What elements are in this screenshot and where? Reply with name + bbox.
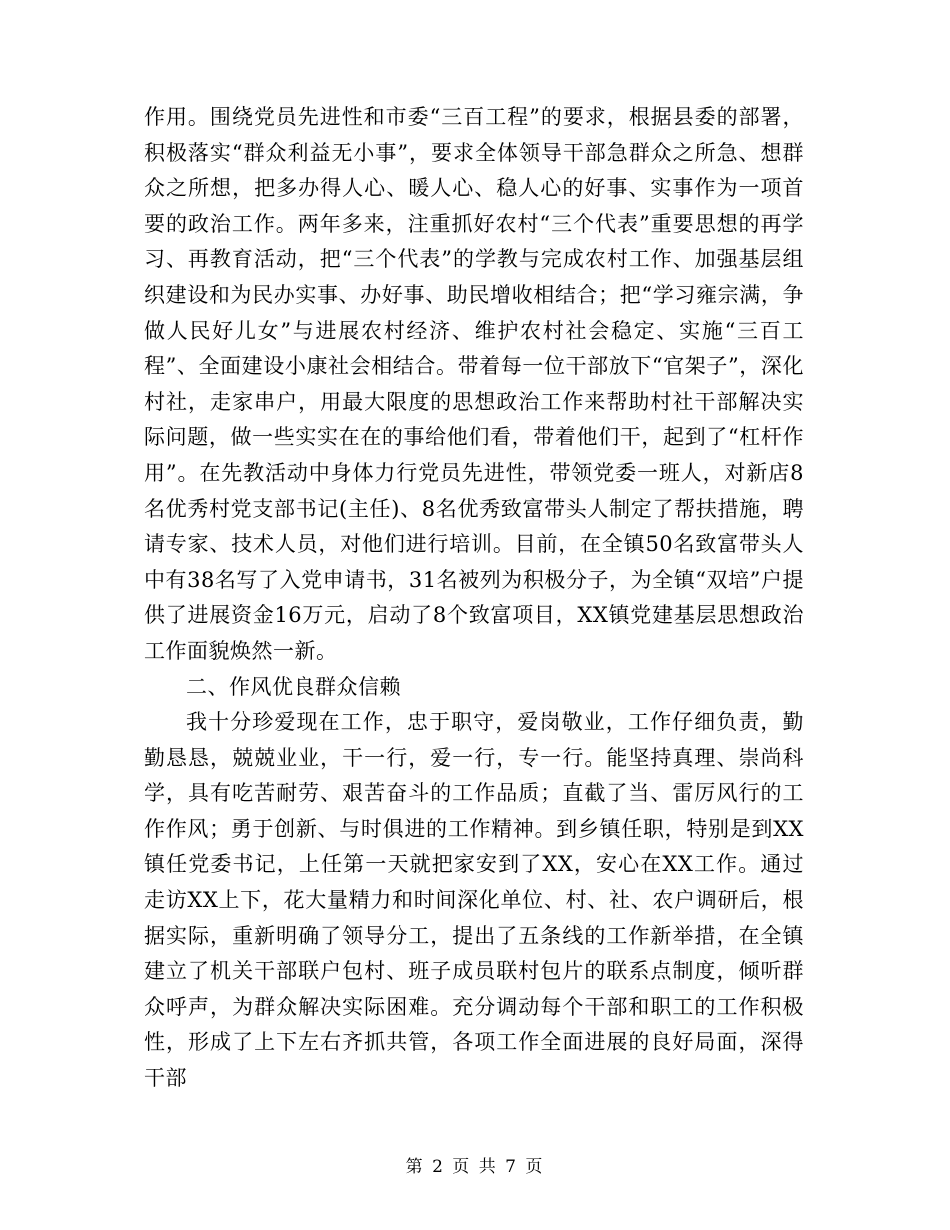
paragraph-body: 我十分珍爱现在工作，忠于职守，爱岗敬业，工作仔细负责，勤勤恳恳，兢兢业业，干一行，爱一行，专一行。能坚持真理、崇尚科学，具有吃苦耐劳、艰苦奋斗的工作品质；直截了当、雷厉风行的工作作风；勇于创新、与时俱进的工作精神。到乡镇任职，特别是到XX镇任党委书记，上任第一天就把家安到了XX，安心在XX工作。通过走访XX上下，花大量精力和时间深化单位、村、社、农户调研后，根据实际，重新明确了领导分工，提出了五条线的工作新举措，在全镇建立了机关干部联户包村、班子成员联村包片的联系点制度，倾听群众呼声，为群众解决实际困难。充分调动每个干部和职工的工作积极性，形成了上下左右齐抓共管，各项工作全面进展的良好局面，深得干部: [144, 710, 804, 1091]
paragraph-continued: 作用。围绕党员先进性和市委“三百工程”的要求，根据县委的部署，积极落实“群众利益无小事”，要求全体领导干部急群众之所急、想群众之所想，把多办得人心、暖人心、稳人心的好事、实事作为一项首要的政治工作。两年多来，注重抓好农村“三个代表”重要思想的再学习、再教育活动，把“三个代表”的学教与完成农村工作、加强基层组织建设和为民办实事、办好事、助民增收相结合；把“学习雍宗满，争做人民好儿女”与进展农村经济、维护农村社会稳定、实施“三百工程”、全面建设小康社会相结合。带着每一位干部放下“官架子”，深化村社，走家串户，用最大限度的思想政治工作来帮助村社干部解决实际问题，做一些实实在在的事给他们看，带着他们干，起到了“杠杆作用”。在先教活动中身体力行党员先进性，带领党委一班人，对新店8名优秀村党支部书记(主任)、8名优秀致富带头人制定了帮扶措施，聘请专家、技术人员，对他们进行培训。目前，在全镇50名致富带头人中有38名写了入党申请书，31名被列为积极分子，为全镇“双培”户提供了进展资金16万元，启动了8个致富项目，XX镇党建基层思想政治工作面貌焕然一新。: [144, 105, 804, 663]
document-body: [144, 100, 804, 1097]
page-number-footer: 第 2 页 共 7 页: [405, 1157, 545, 1177]
section-heading: 二、作风优良群众信赖: [186, 674, 401, 699]
